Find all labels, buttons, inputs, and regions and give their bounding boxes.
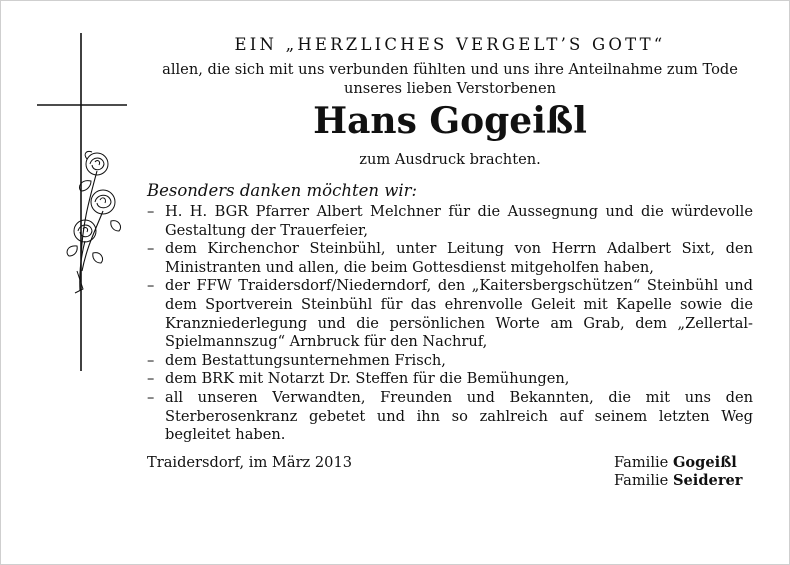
family-line [614, 472, 743, 491]
list-item [147, 352, 753, 371]
dash: – [147, 388, 155, 406]
dash: – [147, 240, 155, 258]
list-item-text: dem Kirchenchor Steinbühl, unter Leitung von Herrn Adalbert Sixt, den Ministranten und allen, die beim Gottesdienst mitgeholfen haben, [165, 240, 753, 276]
outro-text: zum Ausdruck brachten. [359, 151, 541, 168]
family-prefix: Familie [614, 453, 669, 471]
thanks-heading: Besonders danken möchten wir: [147, 181, 418, 200]
dash: – [147, 277, 155, 295]
family-signatures [614, 454, 743, 491]
obituary-text [147, 35, 753, 494]
intro-text: allen, die sich mit uns verbunden fühlten und uns ihre Anteilnahme zum Tode unseres lieben Verstorbenen [162, 61, 738, 97]
thanks-list [147, 203, 753, 445]
list-item-text: dem Bestattungsunternehmen Frisch, [165, 351, 446, 369]
list-item-text: dem BRK mit Notarzt Dr. Steffen für die Bemühungen, [165, 370, 570, 388]
list-item [147, 240, 753, 277]
family-prefix: Familie [614, 472, 669, 490]
dash: – [147, 370, 155, 388]
dash: – [147, 203, 155, 220]
list-item-text: H. H. BGR Pfarrer Albert Melchner für die Aussegnung und die würdevolle Gestaltung der Trauerfeier, [165, 203, 753, 239]
deceased-name: Hans Gogeißl [313, 100, 587, 142]
family-line [614, 454, 743, 473]
list-item [147, 370, 753, 389]
dash: – [147, 351, 155, 369]
footer [147, 454, 753, 494]
headline: EIN „HERZLICHES VERGELT’S GOTT“ [234, 35, 666, 54]
list-item-text: all unseren Verwandten, Freunden und Bekannten, die mit uns den Sterberosenkranz gebetet und ihn so zahlreich auf seinem letzten Weg begleitet haben. [165, 388, 753, 444]
place-date: Traidersdorf, im März 2013 [147, 453, 353, 471]
family-surname: Gogeißl [672, 453, 737, 471]
list-item [147, 203, 753, 240]
list-item [147, 277, 753, 351]
cross-with-roses-icon [37, 31, 129, 376]
list-item-text: der FFW Traidersdorf/Niederndorf, den „Kaitersbergschützen“ Steinbühl und dem Sportverein Steinbühl für das ehrenvolle Geleit mit Kapelle sowie die Kranzniederlegung und die persönlichen Worte am Grab, dem „Zellertal-Spielmannszug“ Arnbruck für den Nachruf, [165, 277, 753, 351]
list-item [147, 389, 753, 445]
family-surname: Seiderer [672, 472, 743, 490]
